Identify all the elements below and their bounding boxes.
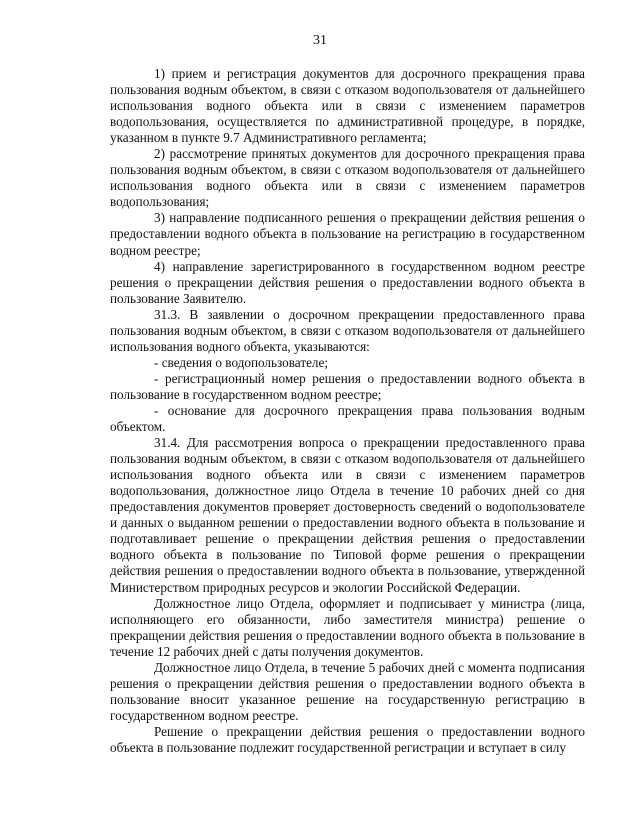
paragraph: Должностное лицо Отдела, оформляет и подписывает у министра (лица, исполняющего его обязанности, либо заместителя министра) решение о прекращении действия решения о предоставлении водного объекта в пользование в течение 12 рабочих дней с даты получения документов. [110,595,585,659]
paragraph: 4) направление зарегистрированного в государственном водном реестре решения о прекращении действия решения о предоставлении водного объекта в пользование Заявителю. [110,258,585,306]
paragraph: 1) прием и регистрация документов для досрочного прекращения права пользования водным объектом, в связи с отказом водопользователя от дальнейшего использования водного объекта или в связи с изменением параметров водопользования, осуществляется по административной процедуре, в порядке, указанном в пункте 9.7 Административного регламента; [110,66,585,146]
list-item: - сведения о водопользователе; [154,354,329,370]
paragraph: Решение о прекращении действия решения о предоставлении водного объекта в пользование подлежит государственной регистрации и вступает в силу [110,723,585,755]
paragraph: 31.4. Для рассмотрения вопроса о прекращении предоставленного права пользования водным объектом, в связи с отказом водопользователя от дальнейшего использования водного объекта или в связи с изменением параметров водопользования, должностное лицо Отдела в течение 10 рабочих дней со дня предоставления документов проверяет достоверность сведений о водопользователе и данных о выданном решении о предоставлении водного объекта в пользование и подготавливает решение о прекращении действия решения о предоставлении водного объекта в пользование по Типовой форме решения о прекращении действия решения о предоставлении водного объекта в пользование, утвержденной Министерством природных ресурсов и экологии Российской Федерации. [110,435,585,595]
page-number: 31 [313,33,327,48]
paragraph: 2) рассмотрение принятых документов для досрочного прекращения права пользования водным объектом, в связи с отказом водопользователя от дальнейшего использования водного объекта или в связи с изменением параметров водопользования; [110,146,585,210]
list-item: - основание для досрочного прекращения права пользования водным объектом. [110,402,585,435]
document-body [110,66,585,756]
paragraph: 3) направление подписанного решения о прекращении действия решения о предоставлении водного объекта в пользование на регистрацию в государственном водном реестре; [110,210,585,258]
paragraph: 31.3. В заявлении о досрочном прекращении предоставленного права пользования водным объектом, в связи с отказом водопользователя от дальнейшего использования водного объекта, указываются: [110,306,585,354]
list-item: - регистрационный номер решения о предоставлении водного объекта в пользование в государственном водном реестре; [110,370,585,402]
paragraph: Должностное лицо Отдела, в течение 5 рабочих дней с момента подписания решения о прекращении действия решения о предоставлении водного объекта в пользование вносит указанное решение на государственную регистрацию в государственном водном реестре. [110,659,585,723]
